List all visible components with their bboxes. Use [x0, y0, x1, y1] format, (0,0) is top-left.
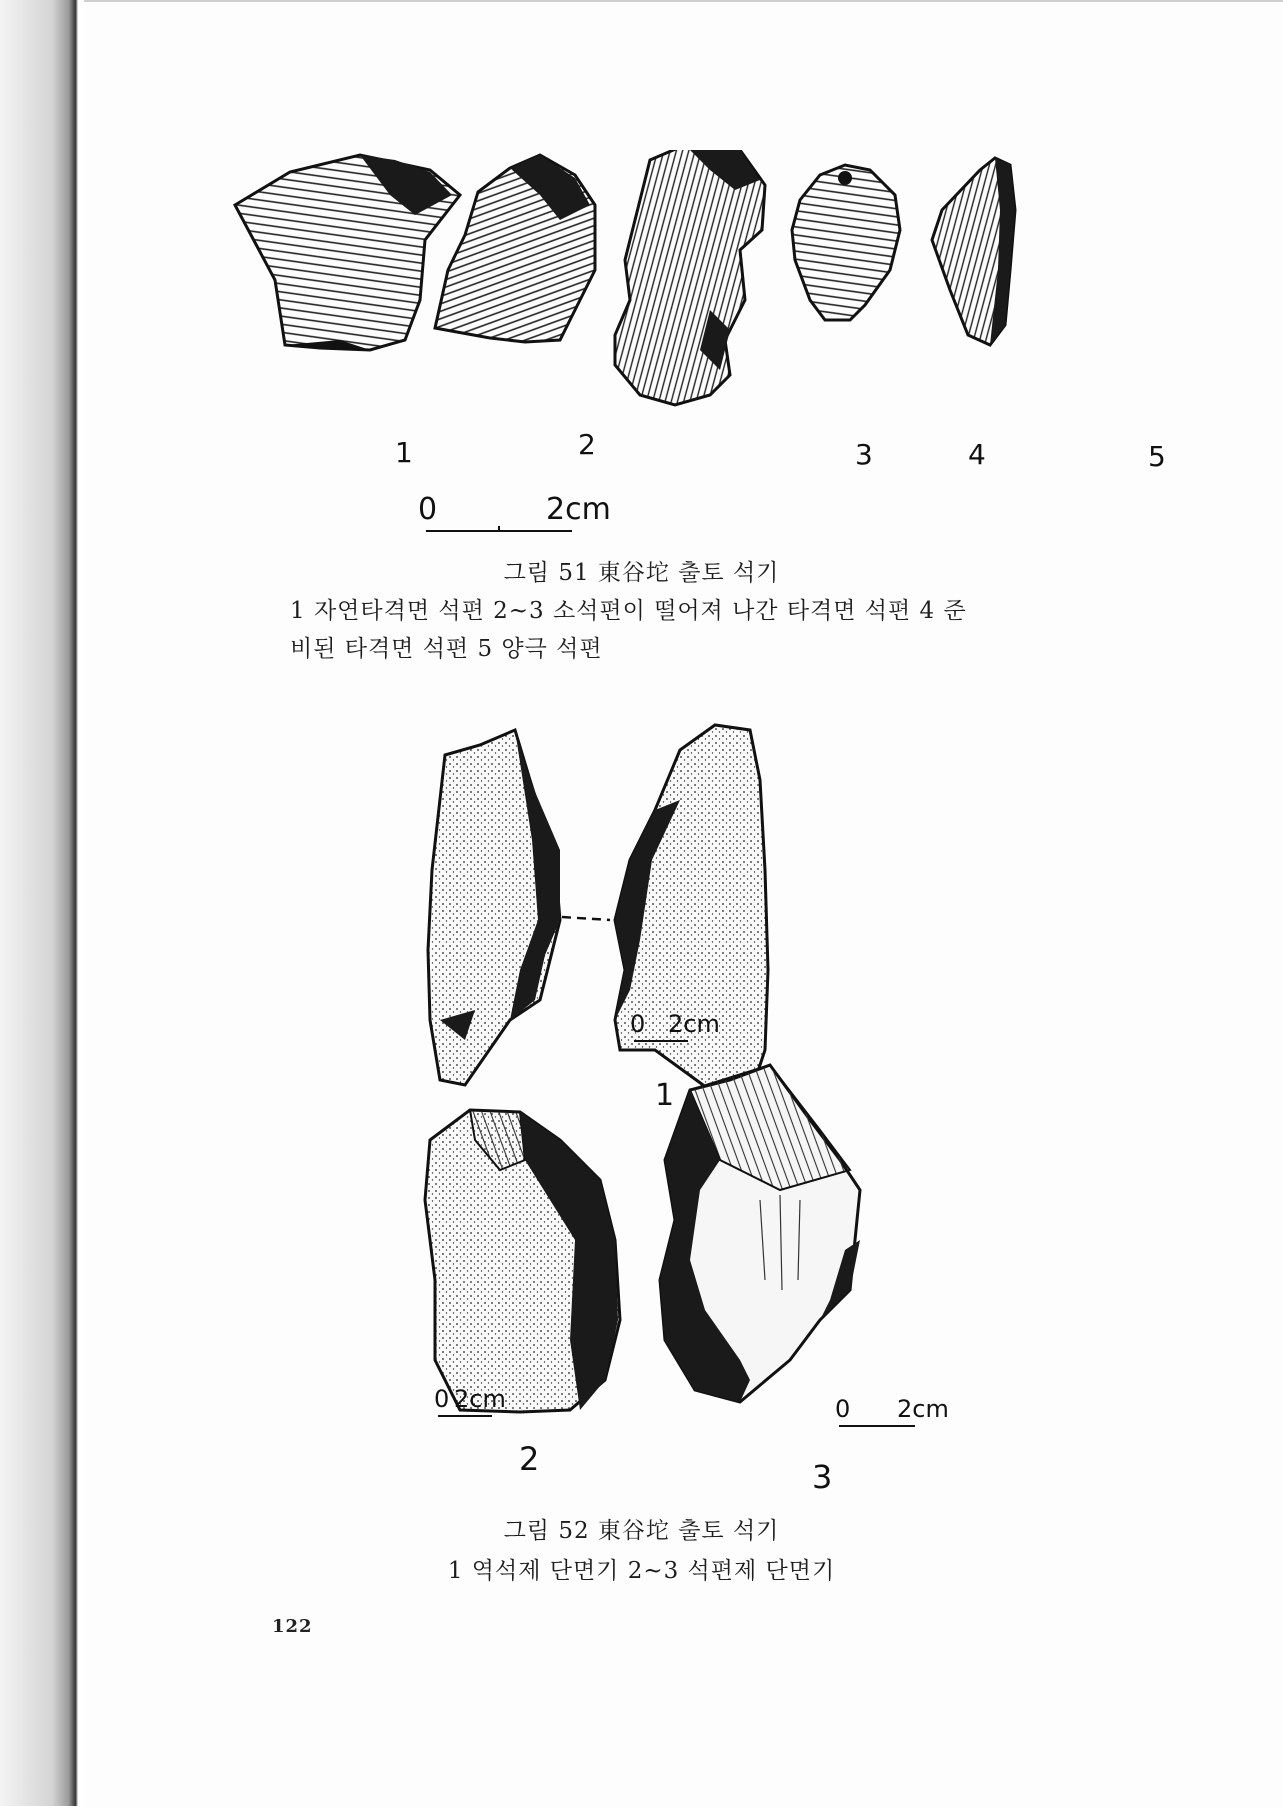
figure-51-label-4: 4	[968, 438, 986, 471]
artifact-51-3	[615, 150, 765, 405]
figure-52-label-1: 1	[655, 1078, 675, 1113]
scale-zero: 0	[434, 1385, 450, 1413]
artifact-51-4	[792, 165, 900, 320]
scale-length: 2cm	[454, 1385, 506, 1413]
figure-51-label-3: 3	[855, 438, 873, 471]
scale-zero: 0	[835, 1395, 851, 1423]
figure-51-label-1: 1	[395, 436, 413, 469]
figure-51-label-2: 2	[578, 428, 596, 461]
figure-52-label-2: 2	[519, 1440, 540, 1478]
figure-52-title: 그림 52 東谷坨 출토 석기	[503, 1518, 780, 1544]
figure-51-description-line-2: 비된 타격면 석편 5 양극 석편	[290, 636, 603, 662]
artifact-52-2	[425, 1110, 620, 1412]
page-number: 122	[272, 1616, 313, 1637]
artifact-52-3	[660, 1065, 860, 1402]
scale-zero: 0	[630, 1010, 646, 1038]
figure-51-description-line-1: 1 자연타격면 석편 2~3 소석편이 떨어져 나간 타격면 석편 4 준	[290, 598, 967, 624]
scale-length: 2cm	[668, 1010, 720, 1038]
figure-51-title: 그림 51 東谷坨 출토 석기	[503, 560, 780, 586]
artifact-51-1	[235, 155, 460, 350]
scale-zero: 0	[418, 492, 438, 527]
figure-52-description: 1 역석제 단면기 2~3 석편제 단면기	[447, 1558, 836, 1584]
figure-52-label-3: 3	[812, 1458, 833, 1496]
artifact-51-5	[932, 158, 1015, 345]
scale-length: 2cm	[546, 492, 611, 527]
figure-51-artifacts	[220, 150, 1200, 480]
scale-length: 2cm	[897, 1395, 949, 1423]
figure-52-artifacts	[420, 720, 960, 1440]
artifact-51-2	[435, 155, 595, 342]
artifact-52-1-front	[428, 730, 560, 1085]
figure-51-label-5: 5	[1148, 440, 1166, 473]
